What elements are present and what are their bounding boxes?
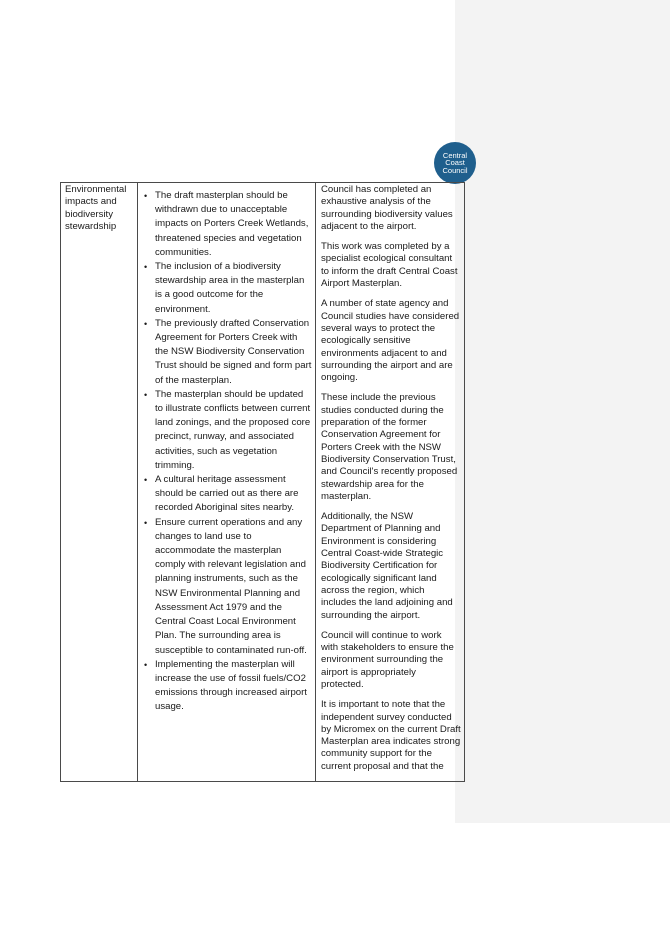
response-cell: [316, 183, 465, 782]
response-paragraph: Council will continue to work with stakeholders to ensure the environment surrounding the airport is appropriately protected.: [321, 629, 454, 690]
response-paragraph: Additionally, the NSW Department of Planning and Environment is considering Central Coast-wide Strategic Biodiversity Certification for ecologically significant land across the region, which includes the land adjoining and surrounding the airport.: [321, 511, 453, 621]
response-paragraph: This work was completed by a specialist ecological consultant to inform the draft Central Coast Airport Masterplan.: [321, 241, 458, 290]
submissions-table: [60, 182, 465, 782]
list-item: • The masterplan should be updated to illustrate conflicts between current land zonings, and the proposed core precinct, runway, and associated activities, such as vegetation trimming.: [155, 388, 313, 473]
table-row: [61, 183, 465, 782]
list-item: • The inclusion of a biodiversity stewardship area in the masterplan is a good outcome for the environment.: [155, 260, 313, 317]
response-paragraph: These include the previous studies conducted during the preparation of the former Conservation Agreement for Porters Creek with the NSW Biodiversity Conservation Trust, and Council's recently proposed stewardship area for the masterplan.: [321, 392, 458, 502]
topic-text: Environmental impacts and biodiversity stewardship: [65, 184, 127, 233]
logo-line-1: Central: [442, 150, 468, 160]
topic-cell: [61, 183, 138, 782]
issues-cell: [138, 183, 316, 782]
response-paragraph: It is important to note that the independent survey conducted by Micromex on the current Draft Masterplan area indicates strong community support for the current proposal and that the: [321, 699, 461, 772]
list-item: • The previously drafted Conservation Agreement for Porters Creek with the NSW Biodiversity Conservation Trust should be signed and form part of the masterplan.: [155, 317, 313, 388]
list-item: • The draft masterplan should be withdrawn due to unacceptable impacts on Porters Creek Wetlands, threatened species and vegetation communities.: [155, 189, 313, 260]
central-coast-council-logo: [434, 142, 476, 184]
comment-pane: [455, 0, 670, 823]
list-item: • A cultural heritage assessment should be carried out as there are recorded Aboriginal sites nearby.: [155, 473, 313, 516]
response-paragraph: A number of state agency and Council studies have considered several ways to protect the ecologically sensitive environments adjacent to and surrounding the airport and are ongoing.: [321, 298, 460, 384]
list-item: • Implementing the masterplan will increase the use of fossil fuels/CO2 emissions through increased airport usage.: [155, 658, 313, 715]
list-item: • Ensure current operations and any changes to land use to accommodate the masterplan comply with relevant legislation and planning instruments, such as the NSW Environmental Planning and Assessment Act 1979 and the Central Coast Local Environment Plan. The surrounding area is susceptible to contaminated run-off.: [155, 516, 313, 658]
logo-line-2: Coast: [445, 158, 465, 168]
issues-list: [138, 189, 315, 715]
council-response: [316, 183, 464, 773]
logo-line-3: Council: [442, 165, 468, 175]
response-paragraph: Council has completed an exhaustive analysis of the surrounding biodiversity values adjacent to the airport.: [321, 184, 453, 232]
